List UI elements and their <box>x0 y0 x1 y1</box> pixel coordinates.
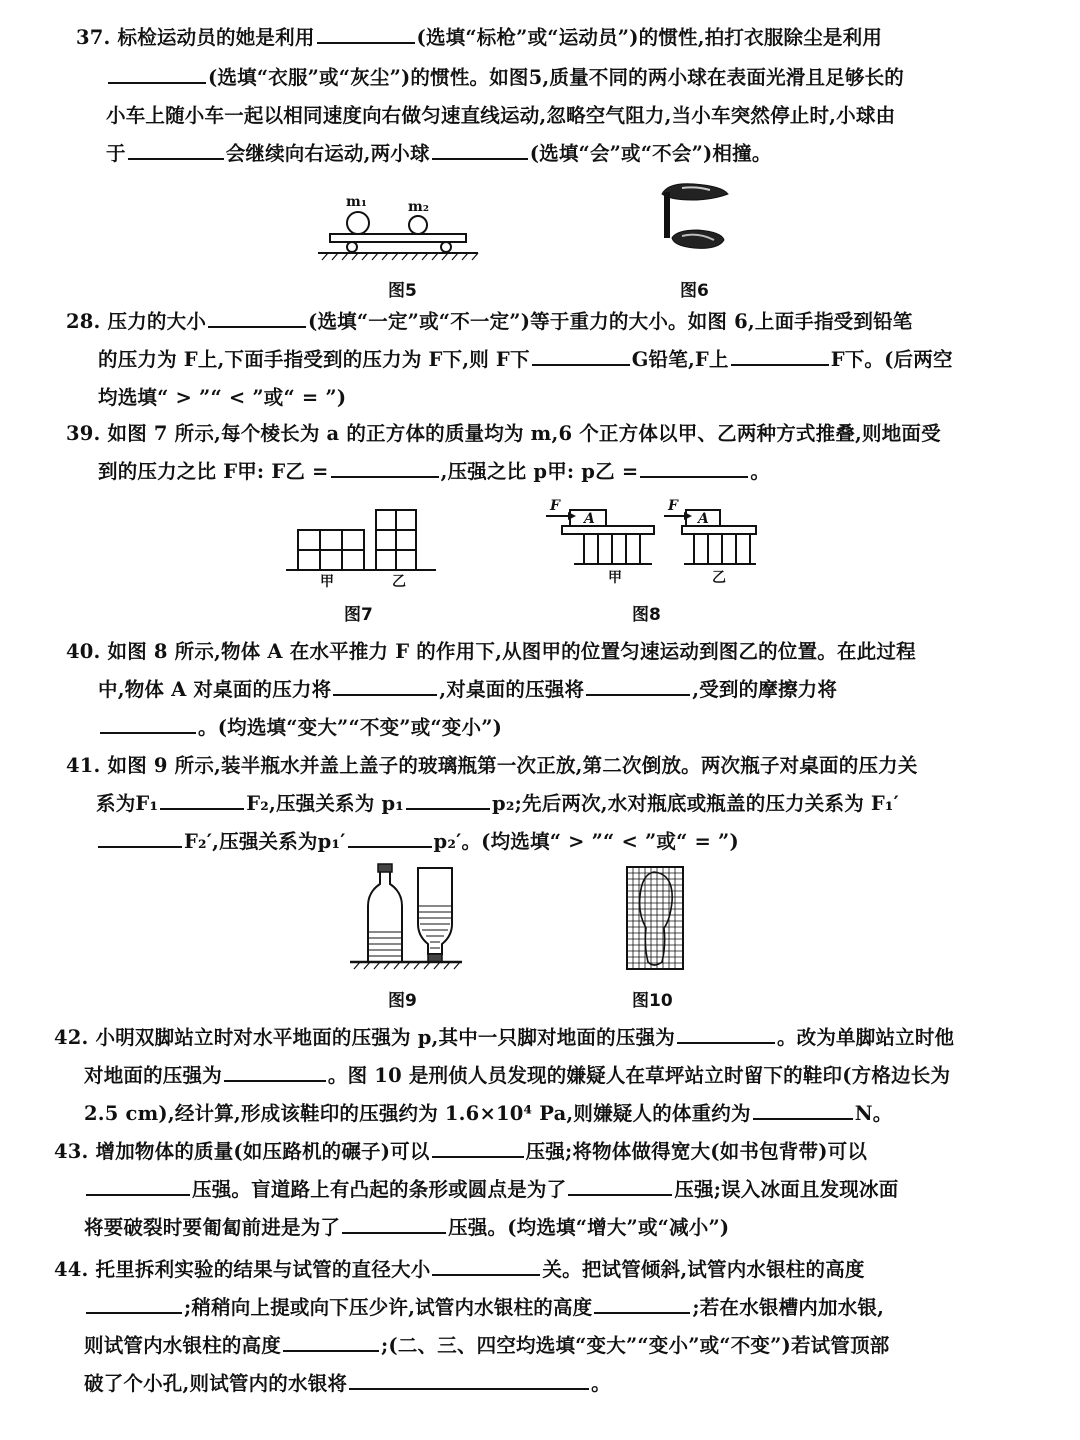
q44-line4a: 破了个小孔,则试管内的水银将 <box>84 1372 348 1395</box>
q43-blank-2[interactable] <box>86 1176 190 1196</box>
q39-line2a: 到的压力之比 F甲: F乙 = <box>98 460 329 483</box>
q44-line1b: 关。把试管倾斜,试管内水银柱的高度 <box>542 1258 865 1281</box>
q41-blank-2[interactable] <box>406 790 490 810</box>
fig8-caption: 图8 <box>632 605 661 625</box>
q43-blank-3[interactable] <box>568 1176 672 1196</box>
question-42 <box>54 1018 954 1058</box>
q40-blank-2[interactable] <box>586 676 690 696</box>
q43-line1a: 43. 增加物体的质量(如压路机的碾子)可以 <box>54 1140 430 1163</box>
q37-blank-3[interactable] <box>128 140 224 160</box>
fig6-caption: 图6 <box>680 281 709 301</box>
question-44 <box>54 1250 865 1290</box>
q43-line2b: 压强;误入冰面且发现冰面 <box>674 1178 899 1201</box>
figure-7-cubes <box>286 506 436 590</box>
fig8-jia-A-label: A <box>584 511 595 527</box>
question-38 <box>66 302 912 342</box>
fig8-yi-label: 乙 <box>712 570 726 586</box>
q41-line1: 41. 如图 9 所示,装半瓶水并盖上盖子的玻璃瓶第一次正放,第二次倒放。两次瓶子对桌面的压力关 <box>66 754 918 777</box>
q44-blank-5[interactable] <box>349 1370 589 1390</box>
question-41 <box>66 746 918 786</box>
q43-blank-4[interactable] <box>342 1214 446 1234</box>
question-37-line2 <box>106 58 904 98</box>
q38-blank-2[interactable] <box>532 346 630 366</box>
ball-m2-icon <box>409 216 427 234</box>
q38-line1b: (选填“一定”或“不一定”)等于重力的大小。如图 6,上面手指受到铅笔 <box>308 310 913 333</box>
q42-line1a: 42. 小明双脚站立时对水平地面的压强为 p,其中一只脚对地面的压强为 <box>54 1026 675 1049</box>
fig5-caption: 图5 <box>388 281 417 301</box>
question-39-line2 <box>98 452 770 492</box>
bottle-inverted-icon <box>418 868 452 962</box>
q42-line2b: 。图 10 是刑侦人员发现的嫌疑人在草坪站立时留下的鞋印(方格边长为 <box>327 1064 951 1087</box>
q38-blank-1[interactable] <box>208 308 306 328</box>
q37-line4a: 于 <box>106 142 126 165</box>
q44-line1a: 44. 托里拆利实验的结果与试管的直径大小 <box>54 1258 431 1281</box>
q39-blank-2[interactable] <box>640 458 748 478</box>
q38-line2a: 的压力为 F上,下面手指受到的压力为 F下,则 F下 <box>98 348 530 371</box>
q39-line2c: 。 <box>750 460 771 483</box>
q40-line2b: ,对桌面的压强将 <box>439 678 585 701</box>
q40-line3: 。(均选填“变大”“不变”或“变小”) <box>198 716 503 739</box>
q44-line2b: ;若在水银槽内加水银, <box>692 1296 885 1319</box>
q42-blank-1[interactable] <box>677 1024 775 1044</box>
stack-jia-icon <box>298 530 364 570</box>
question-41-line3 <box>96 822 739 862</box>
fig5-m1-label: m₁ <box>346 194 367 210</box>
q43-line3a: 将要破裂时要匍匐前进是为了 <box>84 1216 341 1239</box>
q37-line4b: 会继续向右运动,两小球 <box>225 142 430 165</box>
ball-m1-icon <box>347 212 369 234</box>
q42-blank-3[interactable] <box>753 1100 853 1120</box>
fig8-jia-label: 甲 <box>608 570 622 586</box>
q42-line2a: 对地面的压强为 <box>84 1064 222 1087</box>
question-43-line2 <box>84 1170 898 1210</box>
q37-line3: 小车上随小车一起以相同速度向右做匀速直线运动,忽略空气阻力,当小车突然停止时,小球由 <box>106 104 896 127</box>
q43-line3b: 压强。(均选填“增大”或“减小”) <box>448 1216 730 1239</box>
q38-blank-3[interactable] <box>731 346 829 366</box>
cart-wheel-right-icon <box>441 242 451 252</box>
q42-blank-2[interactable] <box>224 1062 326 1082</box>
bottle-upright-icon <box>368 864 402 962</box>
q40-blank-3[interactable] <box>100 714 196 734</box>
q37-blank-2[interactable] <box>108 64 206 84</box>
question-43-line3 <box>84 1208 729 1248</box>
question-44-line4 <box>84 1364 611 1404</box>
question-40 <box>66 632 916 672</box>
q38-line3: 均选填“ > ”“ < ”或“ = ”) <box>98 386 347 409</box>
q37-line1a: 37. 标检运动员的她是利用 <box>76 26 315 49</box>
fig9-caption: 图9 <box>388 991 417 1011</box>
q43-line1b: 压强;将物体做得宽大(如书包背带)可以 <box>525 1140 868 1163</box>
fig7-jia-label: 甲 <box>320 574 334 590</box>
question-38-line2 <box>98 340 953 380</box>
q37-blank-4[interactable] <box>432 140 528 160</box>
stack-yi-icon <box>376 510 416 570</box>
figure-8-tables <box>544 496 764 588</box>
q40-blank-1[interactable] <box>333 676 437 696</box>
q44-line4b: 。 <box>591 1372 611 1395</box>
table-yi-top-icon <box>682 526 756 534</box>
question-42-line3 <box>84 1094 892 1134</box>
figure-9-bottles <box>350 862 462 972</box>
question-41-line2 <box>96 784 899 824</box>
fig5-m2-label: m₂ <box>408 199 429 215</box>
fig8-yi-A-label: A <box>698 511 709 527</box>
cart-wheel-left-icon <box>347 242 357 252</box>
q37-line2: (选填“衣服”或“灰尘”)的惯性。如图5,质量不同的两小球在表面光滑且足够长的 <box>208 66 904 89</box>
fig8-jia-F-label: F <box>550 498 560 514</box>
q39-blank-1[interactable] <box>331 458 439 478</box>
q42-line3b: N。 <box>854 1102 893 1125</box>
q41-blank-3[interactable] <box>98 828 182 848</box>
figure-5-cart <box>318 192 478 264</box>
grid-lines-icon <box>627 867 683 969</box>
q39-line1: 39. 如图 7 所示,每个棱长为 a 的正方体的质量均为 m,6 个正方体以甲、乙两种方式推叠,则地面受 <box>66 422 941 445</box>
figure-6-pencil <box>652 180 732 256</box>
q44-line2a: ;稍稍向上提或向下压少许,试管内水银柱的高度 <box>184 1296 593 1319</box>
q43-blank-1[interactable] <box>432 1138 524 1158</box>
q44-blank-2[interactable] <box>86 1294 182 1314</box>
question-44-line2 <box>84 1288 884 1328</box>
question-39 <box>66 414 941 454</box>
question-40-line2 <box>98 670 837 710</box>
q41-blank-4[interactable] <box>348 828 432 848</box>
q37-line4c: (选填“会”或“不会”)相撞。 <box>529 142 772 165</box>
q43-line2a: 压强。盲道路上有凸起的条形或圆点是为了 <box>192 1178 567 1201</box>
q44-line3b: ;(二、三、四空均选填“变大”“变小”或“不变”)若试管顶部 <box>381 1334 890 1357</box>
q44-line3a: 则试管内水银柱的高度 <box>84 1334 282 1357</box>
pencil-icon <box>664 192 670 238</box>
q44-blank-3[interactable] <box>594 1294 690 1314</box>
q37-blank-1[interactable] <box>317 24 415 44</box>
cart-body-icon <box>330 234 466 242</box>
fig8-yi-F-label: F <box>668 498 678 514</box>
q41-line3b: p₂′。(均选填“ > ”“ < ”或“ = ”) <box>433 830 739 853</box>
fig10-caption: 图10 <box>632 991 673 1011</box>
fig7-caption: 图7 <box>344 605 373 625</box>
question-44-line3 <box>84 1326 889 1366</box>
q44-blank-1[interactable] <box>432 1256 540 1276</box>
q41-line2a: 系为F₁ <box>96 792 159 815</box>
q41-blank-1[interactable] <box>160 790 244 810</box>
question-42-line2 <box>84 1056 950 1096</box>
q40-line2c: ,受到的摩擦力将 <box>692 678 838 701</box>
question-38-line3 <box>98 378 346 418</box>
q38-line2b: G铅笔,F上 <box>631 348 729 371</box>
q40-line1: 40. 如图 8 所示,物体 A 在水平推力 F 的作用下,从图甲的位置匀速运动到图乙的位置。在此过程 <box>66 640 916 663</box>
q40-line2a: 中,物体 A 对桌面的压力将 <box>98 678 332 701</box>
q42-line1b: 。改为单脚站立时他 <box>776 1026 955 1049</box>
q42-line3a: 2.5 cm),经计算,形成该鞋印的压强约为 1.6×10⁴ Pa,则嫌疑人的体重约为 <box>84 1102 751 1125</box>
q41-line2b: F₂,压强关系为 p₁ <box>246 792 405 815</box>
q37-line1b: (选填“标枪”或“运动员”)的惯性,拍打衣服除尘是利用 <box>416 26 883 49</box>
q39-line2b: ,压强之比 p甲: p乙 = <box>440 460 639 483</box>
lower-finger-icon <box>672 230 724 248</box>
question-43 <box>54 1132 867 1172</box>
q38-line2c: F下。(后两空 <box>830 348 953 371</box>
question-37-line4 <box>106 134 772 174</box>
ground-hatch-icon <box>322 253 478 260</box>
q41-line3a: F₂′,压强关系为p₁′ <box>184 830 346 853</box>
question-40-line3 <box>98 708 502 748</box>
q38-line1a: 28. 压力的大小 <box>66 310 207 333</box>
question-37 <box>76 18 882 58</box>
table-jia-top-icon <box>562 526 654 534</box>
upper-finger-icon <box>662 184 728 200</box>
question-37-line3 <box>106 96 895 136</box>
q44-blank-4[interactable] <box>283 1332 379 1352</box>
q41-line2c: p₂;先后两次,水对瓶底或瓶盖的压力关系为 F₁′ <box>492 792 900 815</box>
fig7-yi-label: 乙 <box>392 574 406 590</box>
figure-10-shoeprint-grid <box>626 866 684 970</box>
